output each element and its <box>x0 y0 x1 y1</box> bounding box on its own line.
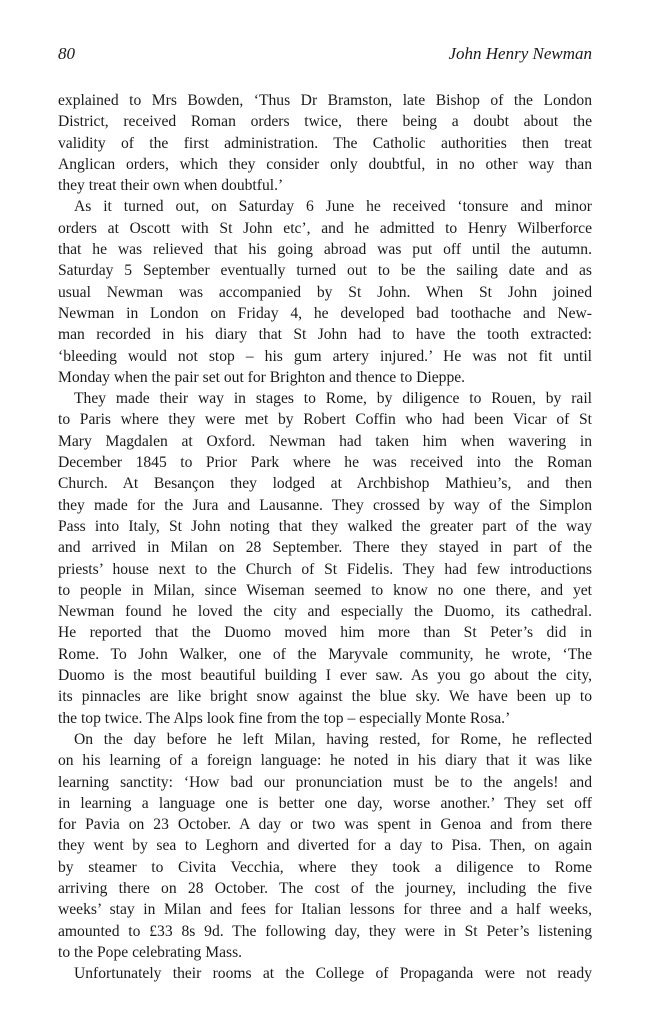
text-line: weeks’ stay in Milan and fees for Italian lessons for three and a half weeks, <box>58 901 592 919</box>
text-line: He reported that the Duomo moved him more than St Peter’s did in <box>58 624 592 642</box>
text-line: As it turned out, on Saturday 6 June he received ‘tonsure and minor <box>74 198 592 216</box>
text-line: explained to Mrs Bowden, ‘Thus Dr Bramston, late Bishop of the London <box>58 92 592 109</box>
text-line: They made their way in stages to Rome, by diligence to Rouen, by rail <box>74 390 592 408</box>
text-line: to Paris where they were met by Robert Coffin who had been Vicar of St <box>58 411 592 429</box>
text-line: District, received Roman orders twice, there being a doubt about the <box>58 113 592 131</box>
text-line: to people in Milan, since Wiseman seemed to know no one there, and yet <box>58 581 592 599</box>
text-line: Monday when the pair set out for Brighton and thence to Dieppe. <box>58 368 466 386</box>
text-line: learning sanctity: ‘How bad our pronunciation must be to the angels! and <box>58 773 592 791</box>
page-number: 80 <box>58 44 75 63</box>
text-line: to the Pope celebrating Mass. <box>58 943 243 961</box>
text-line: usual Newman was accompanied by St John. When St John joined <box>58 283 592 301</box>
text-line: arriving there on 28 October. The cost of the journey, including the five <box>58 879 592 897</box>
text-line: its pinnacles are like bright snow against the blue sky. We have been up to <box>58 688 592 706</box>
text-line: Church. At Besançon they lodged at Archbishop Mathieu’s, and then <box>58 475 592 493</box>
page-header <box>58 44 592 70</box>
text-line: Unfortunately their rooms at the College of Propaganda were not ready <box>74 965 592 983</box>
text-line: they treat their own when doubtful.’ <box>58 177 284 195</box>
running-head: John Henry Newman <box>448 44 592 63</box>
text-line: by steamer to Civita Vecchia, where they took a diligence to Rome <box>58 858 592 876</box>
text-line: and arrived in Milan on 28 September. There they stayed in part of the <box>58 539 592 557</box>
text-line: ‘bleeding would not stop – his gum artery injured.’ He was not fit until <box>58 347 592 365</box>
text-line: validity of the first administration. The Catholic authorities then treat <box>58 134 592 152</box>
text-line: man recorded in his diary that St John had to have the tooth extracted: <box>58 326 592 344</box>
text-line: on his learning of a foreign language: he noted in his diary that it was like <box>58 752 592 770</box>
body-text <box>58 90 592 984</box>
text-line: the top twice. The Alps look fine from the top – especially Monte Rosa.’ <box>58 709 511 727</box>
text-line: orders at Oscott with St John etc’, and he admitted to Henry Wilberforce <box>58 219 592 237</box>
text-line: On the day before he left Milan, having rested, for Rome, he reflected <box>74 730 592 748</box>
text-line: Rome. To John Walker, one of the Maryvale community, he wrote, ‘The <box>58 645 592 663</box>
text-line: Duomo is the most beautiful building I ever saw. As you go about the city, <box>58 667 592 685</box>
text-line: December 1845 to Prior Park where he was received into the Roman <box>58 454 592 472</box>
text-line: that he was relieved that his going abroad was put off until the autumn. <box>58 241 592 259</box>
text-line: in learning a language one is better one day, worse another.’ They set off <box>58 794 592 812</box>
text-line: Mary Magdalen at Oxford. Newman had taken him when wavering in <box>58 432 592 450</box>
text-line: they went by sea to Leghorn and diverted for a day to Pisa. Then, on again <box>58 837 592 855</box>
text-line: for Pavia on 23 October. A day or two was spent in Genoa and from there <box>58 816 592 834</box>
text-line: Newman found he loved the city and especially the Duomo, its cathedral. <box>58 603 592 621</box>
text-line: they made for the Jura and Lausanne. They crossed by way of the Simplon <box>58 496 592 514</box>
text-line: Saturday 5 September eventually turned out to be the sailing date and as <box>58 262 592 280</box>
text-line: priests’ house next to the Church of St Fidelis. They had few introductions <box>58 560 592 578</box>
text-line: amounted to £33 8s 9d. The following day, they were in St Peter’s listening <box>58 922 592 940</box>
text-line: Anglican orders, which they consider only doubtful, in no other way than <box>58 155 592 173</box>
text-line: Newman in London on Friday 4, he developed bad toothache and New- <box>58 304 592 322</box>
text-line: Pass into Italy, St John noting that they walked the greater part of the way <box>58 517 592 535</box>
